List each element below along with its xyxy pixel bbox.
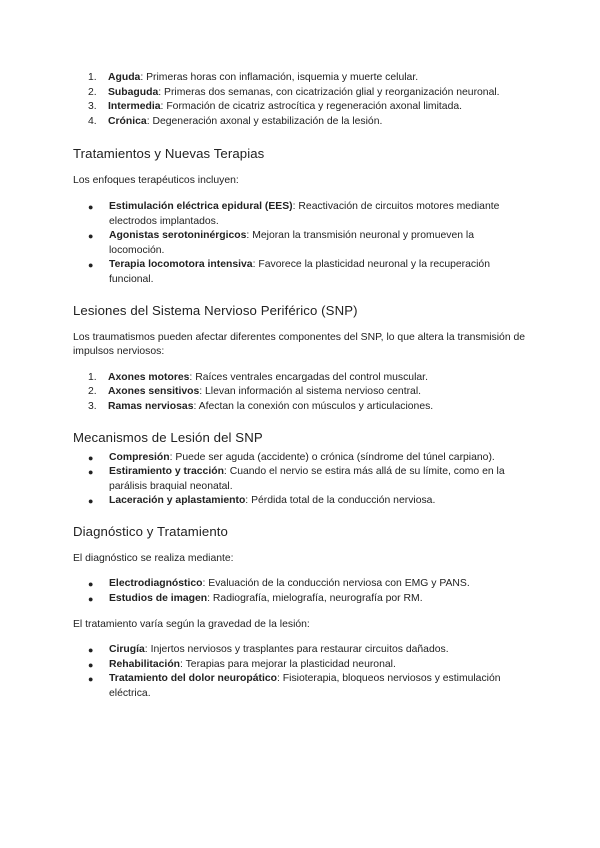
item-text: : Radiografía, mielografía, neurografía por RM. [207, 593, 423, 605]
item-term: Estiramiento y tracción [109, 466, 224, 478]
snp-list [73, 371, 528, 415]
list-item [73, 115, 528, 130]
item-term: Estimulación eléctrica epidural (EES) [109, 200, 293, 212]
bullet: ● [88, 674, 94, 685]
item-term: Tratamiento del dolor neuropático [109, 673, 278, 685]
list-item [73, 71, 528, 86]
item-text: : Degeneración axonal y estabilización de la lesión. [146, 115, 383, 127]
section-heading: Mecanismos de Lesión del SNP [73, 429, 263, 445]
tratamiento-list [73, 643, 528, 701]
list-item [73, 229, 528, 258]
list-item [73, 658, 528, 673]
list-item [73, 371, 528, 386]
item-text: : Llevan información al sistema nervioso central. [199, 386, 422, 398]
item-term: Terapia locomotora intensiva [109, 259, 253, 271]
bullet: ● [88, 467, 94, 478]
item-term: Ramas nerviosas [108, 400, 194, 412]
section-heading: Diagnóstico y Tratamiento [73, 523, 228, 539]
item-term: Rehabilitación [109, 658, 181, 670]
list-item [73, 86, 528, 101]
bullet: ● [88, 201, 94, 212]
bullet: ● [88, 659, 94, 670]
item-term: Axones motores [108, 371, 190, 383]
bullet: ● [88, 579, 94, 590]
item-term: Electrodiagnóstico [109, 578, 203, 590]
item-text: : Formación de cicatriz astrocítica y regeneración axonal limitada. [160, 101, 463, 113]
item-term: Cirugía [109, 644, 145, 656]
list-item [73, 400, 528, 415]
bullet: ● [88, 260, 94, 271]
item-term: Laceración y aplastamiento [109, 495, 246, 507]
list-item [73, 200, 528, 229]
section-heading: Tratamientos y Nuevas Terapias [73, 146, 265, 162]
tratamientos-list [73, 200, 528, 288]
item-text: : Primeras dos semanas, con cicatrización glial y reorganización neuronal. [158, 86, 500, 98]
item-text: : Terapias para mejorar la plasticidad neuronal. [180, 658, 396, 670]
item-text: : Injertos nerviosos y trasplantes para restaurar circuitos dañados. [144, 644, 449, 656]
bullet: ● [88, 645, 94, 656]
item-text: : Evaluación de la conducción nerviosa con EMG y PANS. [202, 578, 470, 590]
list-item [73, 258, 528, 287]
list-item [73, 494, 528, 509]
mecanismos-list [73, 451, 528, 509]
bullet: ● [88, 496, 94, 507]
item-term: Axones sensitivos [108, 386, 200, 398]
fases-list [73, 71, 528, 129]
list-item [73, 465, 528, 494]
item-term: Aguda [108, 72, 141, 83]
list-item [73, 385, 528, 400]
list-number: 2. [88, 386, 97, 398]
item-text: : Mejoran la transmisión neuronal y promueven la locomoción. [109, 230, 474, 256]
item-text: : Afectan la conexión con músculos y articulaciones. [193, 400, 434, 412]
list-number: 1. [88, 72, 97, 83]
item-term: Intermedia [108, 101, 161, 113]
list-item [73, 577, 528, 592]
list-item [73, 100, 528, 115]
item-text: : Fisioterapia, bloqueos nerviosos y estimulación eléctrica. [109, 673, 501, 700]
item-text: : Cuando el nervio se estira más allá de su límite, como en la parálisis braquial neonatal. [109, 466, 505, 492]
list-item [73, 643, 528, 658]
item-term: Estudios de imagen [109, 593, 208, 605]
list-item [73, 672, 528, 701]
paragraph: El diagnóstico se realiza mediante: [73, 552, 234, 564]
list-item [73, 592, 528, 607]
item-text: : Favorece la plasticidad neuronal y la recuperación funcional. [109, 259, 490, 285]
list-number: 2. [88, 86, 97, 98]
item-text: : Primeras horas con inflamación, isquemia y muerte celular. [140, 72, 419, 83]
paragraph: El tratamiento varía según la gravedad de la lesión: [73, 618, 310, 630]
item-text: : Puede ser aguda (accidente) o crónica (síndrome del túnel carpiano). [169, 451, 495, 463]
item-term: Compresión [109, 451, 170, 463]
diagnostico-list [73, 577, 528, 606]
item-text: : Reactivación de circuitos motores mediante electrodos implantados. [109, 200, 500, 227]
list-item [73, 451, 528, 466]
item-term: Crónica [108, 115, 147, 127]
bullet: ● [88, 594, 94, 605]
item-text: : Pérdida total de la conducción nerviosa. [245, 495, 436, 507]
item-term: Agonistas serotoninérgicos [109, 230, 247, 242]
list-number: 1. [88, 371, 97, 383]
paragraph: Los traumatismos pueden afectar diferentes componentes del SNP, lo que altera la transmisión de impulsos nerviosos: [73, 331, 526, 358]
item-text: : Raíces ventrales encargadas del control muscular. [189, 371, 428, 383]
bullet: ● [88, 231, 94, 242]
paragraph: Los enfoques terapéuticos incluyen: [73, 175, 239, 187]
section-heading: Lesiones del Sistema Nervioso Periférico (SNP) [73, 302, 358, 318]
bullet: ● [88, 452, 94, 463]
list-number: 4. [88, 115, 97, 127]
list-number: 3. [88, 101, 97, 113]
item-term: Subaguda [108, 86, 159, 98]
list-number: 3. [88, 400, 97, 412]
